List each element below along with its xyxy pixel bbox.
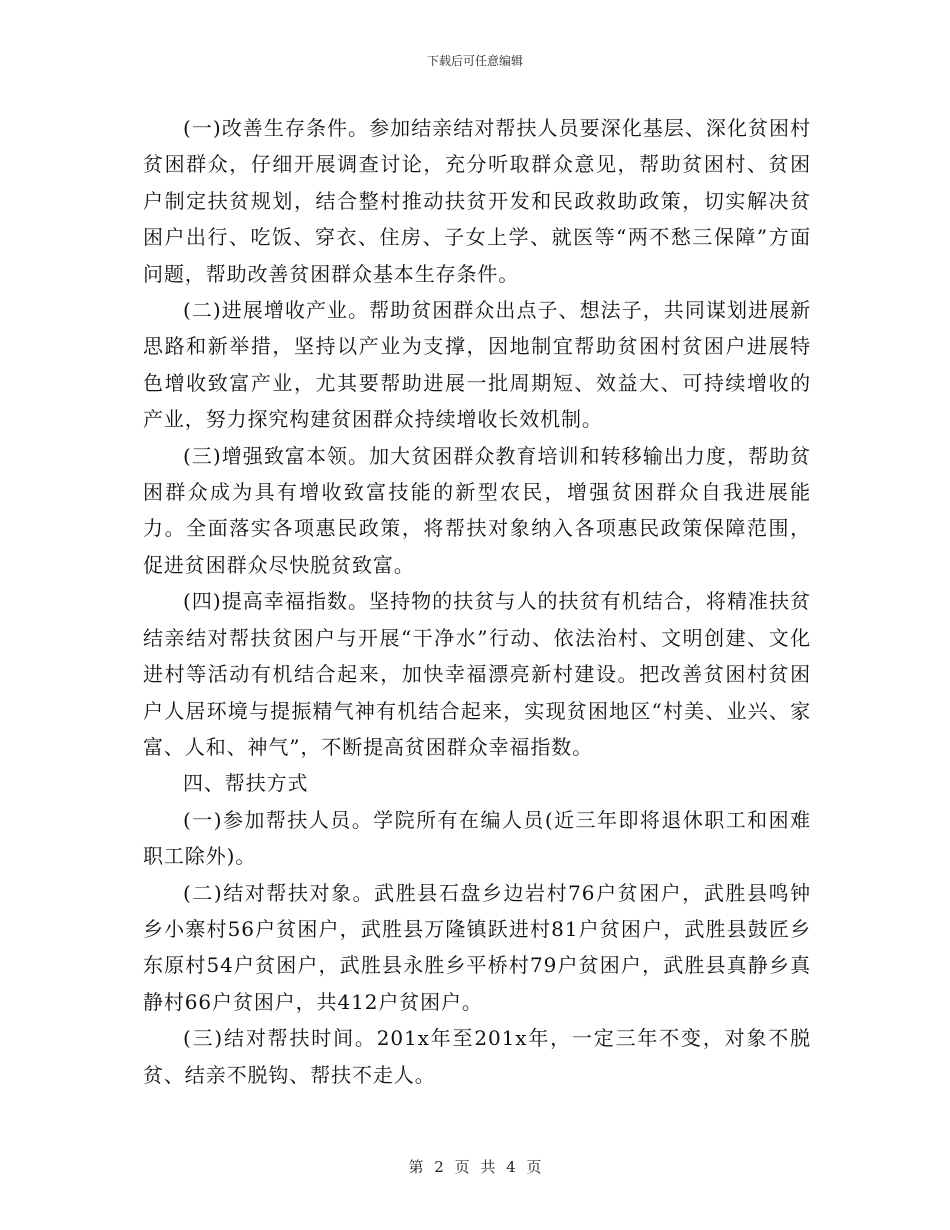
paragraph-improve-living-conditions: (一)改善生存条件。参加结亲结对帮扶人员要深化基层、深化贫困村贫困群众，仔细开展调查讨论，充分听取群众意见，帮助贫困村、贫困户制定扶贫规划，结合整村推动扶贫开发和民政救助政策，切实解决贫困户出行、吃饭、穿衣、住房、子女上学、就医等“两不愁三保障”方面问题，帮助改善贫困群众基本生存条件。 bbox=[143, 116, 811, 286]
paragraph-assistance-period: (三)结对帮扶时间。201x年至201x年，一定三年不变，对象不脱贫、结亲不脱钩、帮扶不走人。 bbox=[143, 1026, 811, 1087]
paragraph-develop-income-industry: (二)进展增收产业。帮助贫困群众出点子、想法子，共同谋划进展新思路和新举措，坚持以产业为支撑，因地制宜帮助贫困村贫困户进展特色增收致富产业，尤其要帮助进展一批周期短、效益大、可持续增收的产业，努力探究构建贫困群众持续增收长效机制。 bbox=[143, 298, 811, 432]
paragraph-assistance-targets: (二)结对帮扶对象。武胜县石盘乡边岩村76户贫困户，武胜县鸣钟乡小寨村56户贫困户，武胜县万隆镇跃进村81户贫困户，武胜县鼓匠乡东原村54户贫困户，武胜县永胜乡平桥村79户贫困户，武胜县真静乡真静村66户贫困户，共412户贫困户。 bbox=[143, 880, 811, 1014]
paragraph-enhance-skills: (三)增强致富本领。加大贫困群众教育培训和转移输出力度，帮助贫困群众成为具有增收致富技能的新型农民，增强贫困群众自我进展能力。全面落实各项惠民政策，将帮扶对象纳入各项惠民政策保障范围，促进贫困群众尽快脱贫致富。 bbox=[143, 443, 811, 577]
section-heading-assistance-method: 四、帮扶方式 bbox=[183, 771, 309, 796]
document-body bbox=[143, 110, 811, 1093]
paragraph-happiness-index: (四)提高幸福指数。坚持物的扶贫与人的扶贫有机结合，将精准扶贫结亲结对帮扶贫困户与开展“干净水”行动、依法治村、文明创建、文化进村等活动有机结合起来，加快幸福漂亮新村建设。把改善贫困村贫困户人居环境与提振精气神有机结合起来，实现贫困地区“村美、业兴、家富、人和、神气”，不断提高贫困群众幸福指数。 bbox=[143, 589, 811, 759]
page-number-footer: 第 2 页 共 4 页 bbox=[408, 1158, 542, 1176]
paragraph-participants: (一)参加帮扶人员。学院所有在编人员(近三年即将退休职工和困难职工除外)。 bbox=[143, 807, 811, 869]
page-header-note: 下载后可任意编辑 bbox=[426, 54, 523, 68]
